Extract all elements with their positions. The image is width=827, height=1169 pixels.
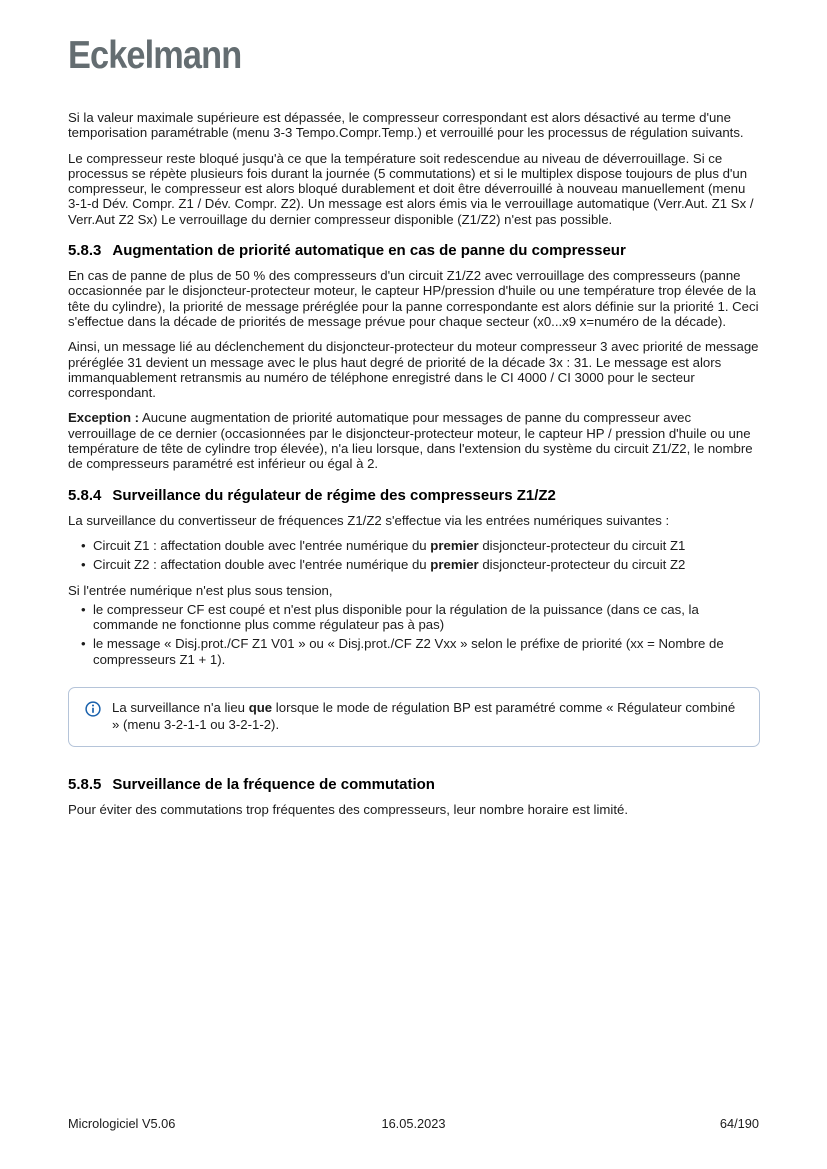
section-heading-584 (68, 488, 760, 504)
paragraph: En cas de panne de plus de 50 % des compresseurs d'un circuit Z1/Z2 avec verrouillage des compresseurs (panne occasionnée par le disjoncteur-protecteur moteur, le capteur HP/pression d'huile ou une température trop élevée de la tête du cylindre), la priorité de message préréglée pour la panne correspondante est alors définie sur la priorité 1. Ceci s'effectue dans la décade de priorités de message prévue pour chaque secteur (x0...x9 x=numéro de la décade). (68, 268, 759, 329)
section-heading-583 (68, 243, 760, 259)
bullet-list (68, 538, 760, 573)
footer-page-number: 64/190 (719, 1116, 759, 1131)
footer (68, 1116, 759, 1131)
heading-number: 5.8.4 (68, 486, 102, 504)
exception-label: Exception : (68, 410, 140, 426)
heading-title: Augmentation de priorité automatique en cas de panne du compresseur (112, 242, 626, 260)
paragraph: Si l'entrée numérique n'est plus sous tension, (68, 582, 333, 598)
paragraph: Pour éviter des commutations trop fréquentes des compresseurs, leur nombre horaire est limité. (68, 802, 628, 818)
paragraph-exception: Exception : Aucune augmentation de priorité automatique pour messages de panne du compresseur avec verrouillage de ce dernier (occasionnées par le disjoncteur-protecteur moteur, le capteur HP / pression d'huile ou une température de tête de cylindre trop élevée), n'a lieu lorsque, dans l'extension du système du circuit Z1/Z2, le nombre de compresseurs paramétré est inférieur ou égal à 2. (68, 410, 753, 472)
info-icon (85, 701, 101, 717)
heading-title: Surveillance de la fréquence de commutation (112, 776, 435, 794)
paragraph: Ainsi, un message lié au déclenchement du disjoncteur-protecteur du moteur compresseur 3 avec priorité de message préréglée 31 devient un message avec le plus haut degré de priorité de la décade 3x : 31. Le message est alors immanquablement retransmis au numéro de téléphone enregistré dans le CI 4000 / CI 3000 pour le secteur correspondant. (68, 339, 759, 401)
paragraph: Si la valeur maximale supérieure est dépassée, le compresseur correspondant est alors désactivé au terme d'une temporisation paramétrable (menu 3-3 Tempo.Compr.Temp.) et verrouillé pour les processus de régulation suivants. (68, 110, 744, 141)
footer-version: Micrologiciel V5.06 (68, 1116, 176, 1131)
heading-number: 5.8.5 (68, 776, 102, 794)
list-item: • Circuit Z2 : affectation double avec l'entrée numérique du premier disjoncteur-protecteur du circuit Z2 (81, 557, 760, 572)
paragraph: La surveillance du convertisseur de fréquences Z1/Z2 s'effectue via les entrées numériques suivantes : (68, 512, 670, 528)
page-content (68, 110, 760, 827)
info-text: La surveillance n'a lieu que lorsque le mode de régulation BP est paramétré comme « Régulateur combiné » (menu 3-2-1-1 ou 3-2-1-2). (112, 700, 736, 732)
list-item: • le compresseur CF est coupé et n'est plus disponible pour la régulation de la puissance (dans ce cas, la commande ne fonctionne plus comme régulateur pas à pas) (81, 602, 760, 633)
heading-title: Surveillance du régulateur de régime des compresseurs Z1/Z2 (112, 486, 556, 504)
list-item: • Circuit Z1 : affectation double avec l'entrée numérique du premier disjoncteur-protecteur du circuit Z1 (81, 538, 760, 553)
heading-number: 5.8.3 (68, 242, 102, 260)
list-item: • le message « Disj.prot./CF Z1 V01 » ou « Disj.prot./CF Z2 Vxx » selon le préfixe de priorité (xx = Nombre de compresseurs Z1 + 1). (81, 636, 760, 667)
footer-date: 16.05.2023 (381, 1116, 446, 1131)
info-box (68, 687, 760, 747)
paragraph: Le compresseur reste bloqué jusqu'à ce que la température soit redescendue au niveau de déverrouillage. Si ce processus se répète plusieurs fois durant la journée (5 commutations) et si le multiplex dispose toujours de plus d'un compresseur, le compresseur est alors bloqué durablement et doit être déverrouillé à nouveau manuellement (menu 3-1-d Dév. Compr. Z1 / Dév. Compr. Z2). Un message est alors émis via le verrouillage automatique (Verr.Aut. Z1 Sx / Verr.Aut Z2 Sx) Le verrouillage du dernier compresseur disponible (Z1/Z2) n'est pas possible. (68, 150, 754, 227)
eckelmann-logo: Eckelmann (68, 34, 242, 77)
bullet-list (68, 602, 760, 667)
section-heading-585 (68, 777, 760, 793)
